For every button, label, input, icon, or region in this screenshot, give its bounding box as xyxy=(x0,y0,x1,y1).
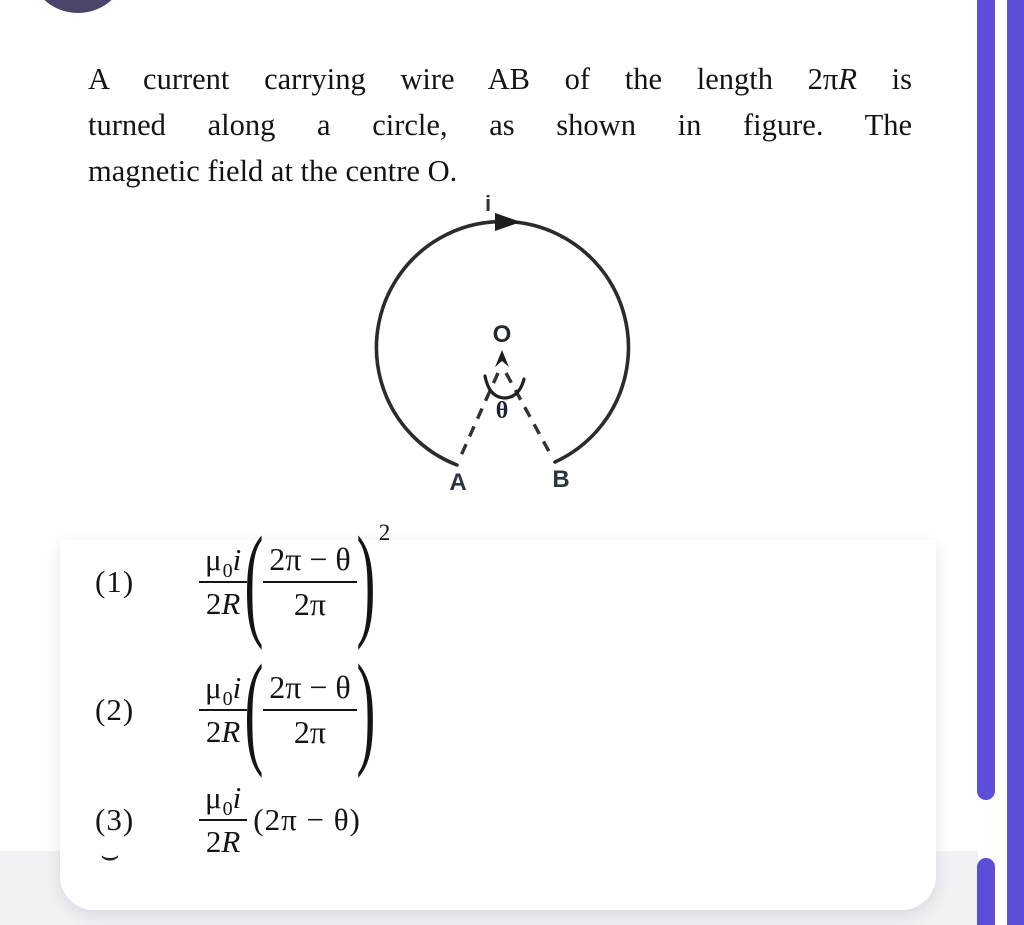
option-2-formula xyxy=(199,640,379,779)
mu-symbol: μ xyxy=(205,541,222,577)
coefficient-fraction: μ 0 i 2 R xyxy=(199,671,247,749)
point-a-label: A xyxy=(449,469,467,496)
option-3-label: (3) xyxy=(95,802,135,837)
option-1-label: (1) xyxy=(95,564,135,599)
angle-ratio-fraction: $\frac{2\pi - \theta}{2\pi}$ xyxy=(263,542,357,622)
radius-symbol: R xyxy=(221,586,241,621)
figure-svg xyxy=(352,190,657,505)
app-edge-bar xyxy=(1007,0,1024,925)
angle-ratio-fraction: $\frac{2\pi - \theta}{2\pi}$ xyxy=(263,670,357,750)
angle-term: (2π − θ) xyxy=(253,802,361,837)
question-line-3: magnetic field at the centre O. xyxy=(88,154,458,188)
option-3-formula xyxy=(199,781,361,859)
option-1-formula xyxy=(199,512,391,651)
center-point-marker xyxy=(495,350,509,367)
question-text xyxy=(88,56,912,194)
open-paren: ( xyxy=(244,512,264,651)
close-paren: ) xyxy=(356,512,376,651)
dashed-radius-a xyxy=(459,373,498,460)
current-symbol: i xyxy=(232,669,242,705)
center-label: O xyxy=(492,321,512,348)
current-symbol: i xyxy=(232,541,242,577)
coefficient-fraction: μ 0 i 2 R xyxy=(199,543,247,621)
radius-symbol: R xyxy=(221,714,241,749)
current-symbol: i xyxy=(232,779,242,815)
coefficient-fraction: μ 0 i 2 R xyxy=(199,781,247,859)
avatar[interactable] xyxy=(28,0,128,13)
point-b-label: B xyxy=(552,466,570,493)
dashed-radius-b xyxy=(506,373,552,457)
option-3[interactable] xyxy=(95,770,361,870)
open-paren: ( xyxy=(244,640,264,779)
option-2-label: (2) xyxy=(95,692,135,727)
radius-symbol: R xyxy=(221,824,241,859)
option-1[interactable] xyxy=(95,512,391,651)
scrollbar-thumb-upper[interactable] xyxy=(977,0,995,800)
question-line-1: A current carrying wire AB of the length 2πR is xyxy=(88,62,913,96)
exponent: 2 xyxy=(378,520,391,545)
current-arrow-icon xyxy=(495,213,521,231)
mu-symbol: μ xyxy=(205,669,222,705)
angle-label: θ xyxy=(495,398,509,424)
option-2[interactable] xyxy=(95,640,379,779)
mu-symbol: μ xyxy=(205,779,222,815)
close-paren: ) xyxy=(356,640,376,779)
scrollbar-thumb-lower[interactable] xyxy=(977,858,995,925)
current-label: i xyxy=(484,191,492,216)
question-line-2: turned along a circle, as shown in figure. The xyxy=(88,108,912,142)
partial-glyph: ⌣ xyxy=(100,838,120,873)
